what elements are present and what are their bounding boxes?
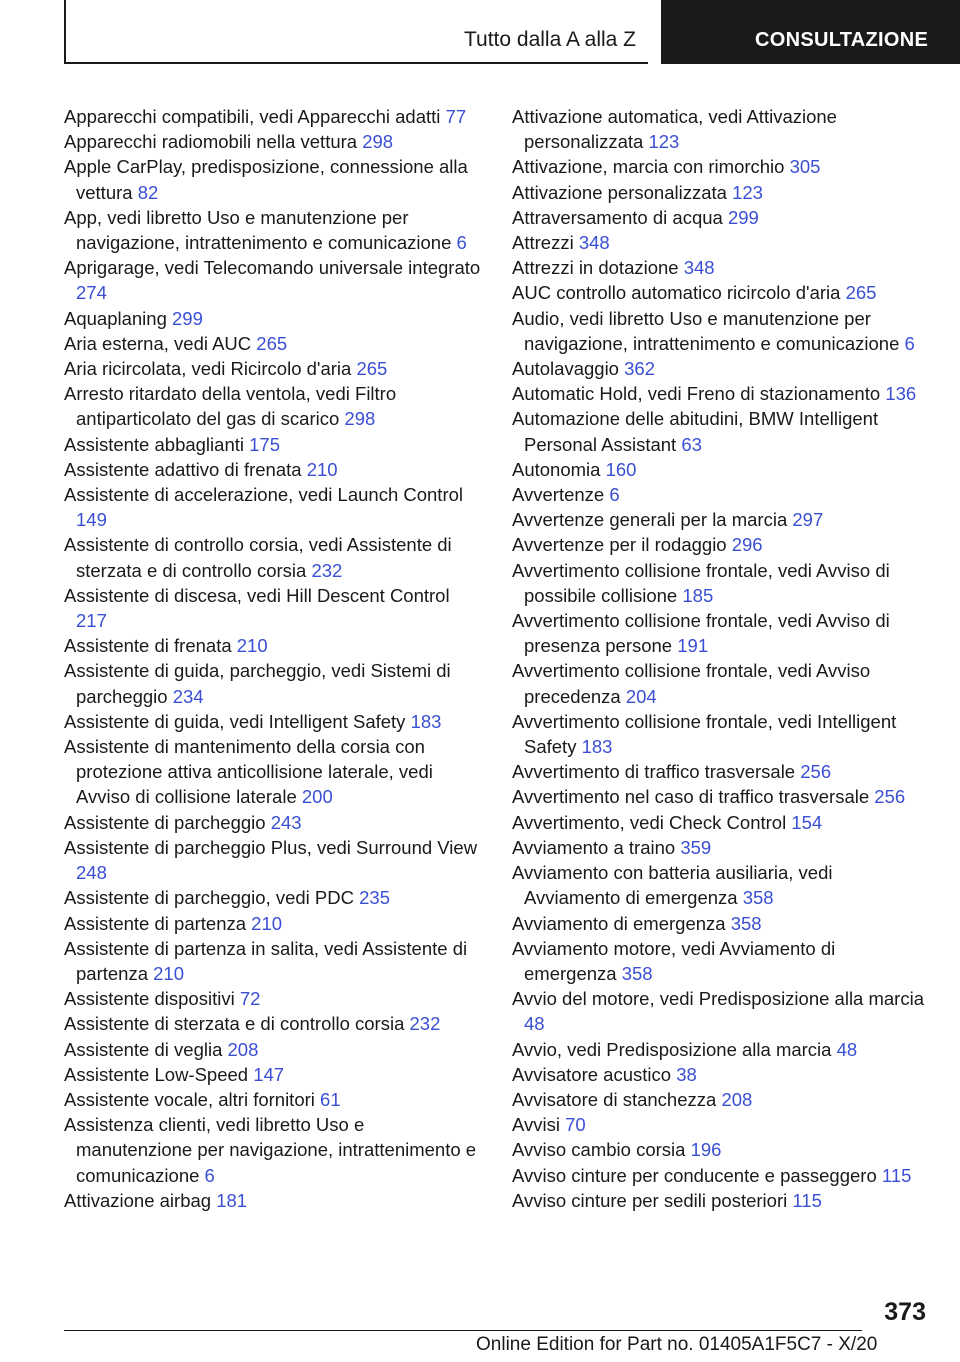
index-entry <box>64 709 484 734</box>
page-reference-link[interactable]: 217 <box>76 610 107 632</box>
index-entry-text: Aprigarage, vedi Telecomando universale integrato <box>64 257 481 279</box>
page-reference-link[interactable]: 348 <box>683 257 715 279</box>
index-entry <box>512 457 932 482</box>
index-entry <box>512 507 932 532</box>
page-reference-link[interactable]: 296 <box>731 534 763 556</box>
page-reference-link[interactable]: 6 <box>204 1164 215 1186</box>
index-entry-text: Apple CarPlay, predisposizione, connessione alla vettura <box>64 156 468 203</box>
index-entry <box>64 104 484 129</box>
page-reference-link[interactable]: 204 <box>625 685 657 707</box>
index-entry-text: Assistente di veglia <box>64 1038 223 1060</box>
index-entry-text: Assistente di sterzata e di controllo corsia <box>64 1013 405 1035</box>
page-number: 373 <box>884 1298 926 1326</box>
index-entry <box>512 482 932 507</box>
page-reference-link[interactable]: 6 <box>904 332 915 354</box>
page-reference-link[interactable]: 181 <box>216 1189 248 1211</box>
index-entry-text: Apparecchi compatibili, vedi Apparecchi adatti <box>64 106 441 127</box>
index-entry <box>512 608 932 658</box>
index-entry <box>64 986 484 1011</box>
page-reference-link[interactable]: 234 <box>172 685 204 707</box>
index-entry <box>64 255 484 305</box>
page-reference-link[interactable]: 38 <box>676 1063 697 1085</box>
index-entry-text: Aquaplaning <box>64 307 167 329</box>
index-entry-text: Assistente di partenza in salita, vedi Assistente di partenza <box>64 937 468 984</box>
page-reference-link[interactable]: 235 <box>359 887 390 909</box>
index-column-left <box>64 104 484 1213</box>
index-entry-text: Attivazione personalizzata <box>512 181 727 203</box>
page-reference-link[interactable]: 191 <box>677 635 709 657</box>
index-entry-text: Avviamento di emergenza <box>512 912 726 934</box>
index-entry-text: Assistente di parcheggio <box>64 811 266 833</box>
index-entry-text: AUC controllo automatico ricircolo d'aria <box>512 282 841 304</box>
index-entry-text: Avvertimento di traffico trasversale <box>512 761 796 783</box>
page-reference-link[interactable]: 274 <box>76 282 107 304</box>
index-entry-text: Avviamento con batteria ausiliaria, vedi Avviamento di emergenza <box>512 862 833 909</box>
index-entry <box>512 1062 932 1087</box>
page-reference-link[interactable]: 298 <box>344 408 376 430</box>
index-entry <box>512 230 932 255</box>
index-entry-text: Arresto ritardato della ventola, vedi Filtro antiparticolato del gas di scarico <box>64 383 397 430</box>
index-entry <box>512 784 932 809</box>
index-entry-text: Audio, vedi libretto Uso e manutenzione per navigazione, intrattenimento e comunicazione <box>512 307 900 354</box>
index-entry <box>64 1087 484 1112</box>
page-reference-link[interactable]: 210 <box>306 458 338 480</box>
page-reference-link[interactable]: 299 <box>727 206 759 228</box>
index-entry-text: Avviso cambio corsia <box>512 1139 686 1161</box>
index-entry <box>512 658 932 708</box>
index-entry <box>512 1037 932 1062</box>
page-reference-link[interactable]: 61 <box>320 1088 341 1110</box>
index-entry <box>512 280 932 305</box>
index-entry-text: Assistente di partenza <box>64 912 247 934</box>
page-reference-link[interactable]: 232 <box>311 559 343 581</box>
page-reference-link[interactable]: 82 <box>137 181 159 203</box>
page-reference-link[interactable]: 243 <box>270 811 302 833</box>
index-entry <box>64 457 484 482</box>
page-reference-link[interactable]: 115 <box>792 1189 822 1211</box>
index-entry <box>512 835 932 860</box>
index-entry-text: Avvisi <box>512 1114 560 1136</box>
index-entry-text: Avvertimento collisione frontale, vedi Avviso di presenza persone <box>512 610 890 657</box>
index-entry <box>64 306 484 331</box>
page-reference-link[interactable]: 297 <box>792 509 824 531</box>
index-entry <box>512 180 932 205</box>
page-reference-link[interactable]: 358 <box>730 912 762 934</box>
index-entry <box>512 356 932 381</box>
page-reference-link[interactable]: 200 <box>301 786 333 808</box>
index-entry <box>64 381 484 431</box>
index-entry <box>64 583 484 633</box>
index-entry-text: Apparecchi radiomobili nella vettura <box>64 131 358 153</box>
page-reference-link[interactable]: 147 <box>253 1063 285 1085</box>
page-reference-link[interactable]: 77 <box>445 106 467 127</box>
index-entry <box>512 406 932 456</box>
index-entry <box>512 986 932 1036</box>
page-reference-link[interactable]: 72 <box>239 988 261 1010</box>
index-entry-text: Attraversamento di acqua <box>512 206 723 228</box>
page-reference-link[interactable]: 63 <box>681 433 702 455</box>
page-reference-link[interactable]: 256 <box>874 786 906 808</box>
index-entry-text: Avvertenze generali per la marcia <box>512 509 788 531</box>
page-reference-link[interactable]: 183 <box>581 736 613 758</box>
index-entry-text: Attrezzi <box>512 232 574 254</box>
page-reference-link[interactable]: 175 <box>249 433 280 455</box>
page-reference-link[interactable]: 265 <box>845 282 877 304</box>
index-entry-text: Assistente di discesa, vedi Hill Descent Control <box>64 584 450 606</box>
index-entry-text: Attivazione airbag <box>64 1189 212 1211</box>
page-reference-link[interactable]: 154 <box>791 811 823 833</box>
index-entry <box>512 381 932 406</box>
index-entry <box>512 810 932 835</box>
index-entry-text: Avvertimento collisione frontale, vedi Avviso precedenza <box>512 660 871 707</box>
index-entry-text: Avvertimento, vedi Check Control <box>512 811 787 833</box>
index-entry <box>512 306 932 356</box>
index-entry <box>64 1062 484 1087</box>
page-reference-link[interactable]: 70 <box>565 1114 586 1136</box>
index-entry-text: Assistente abbaglianti <box>64 433 244 455</box>
page-reference-link[interactable]: 208 <box>721 1088 753 1110</box>
index-entry-text: Attivazione automatica, vedi Attivazione personalizzata <box>512 106 837 153</box>
index-column-right <box>512 104 932 1213</box>
page-reference-link[interactable]: 183 <box>410 710 442 732</box>
page-reference-link[interactable]: 358 <box>742 887 774 909</box>
index-entry-text: Aria esterna, vedi AUC <box>64 332 252 354</box>
index-entry <box>64 734 484 810</box>
index-entry <box>64 356 484 381</box>
page-reference-link[interactable]: 6 <box>609 484 620 506</box>
page-reference-link[interactable]: 208 <box>227 1038 259 1060</box>
index-entry-text: Assistente di frenata <box>64 635 232 657</box>
page-reference-link[interactable]: 359 <box>680 836 712 858</box>
index-entry-text: Assistente di mantenimento della corsia con protezione attiva anticollisione laterale, vedi Avviso di collisione laterale <box>64 736 433 808</box>
index-entry-text: Assistente vocale, altri fornitori <box>64 1088 315 1110</box>
footer-edition: Online Edition for Part no. 01405A1F5C7 - X/20 <box>476 1334 878 1355</box>
page-reference-link[interactable]: 160 <box>605 458 637 480</box>
index-entry <box>64 1188 484 1213</box>
index-entry-text: Assistente Low-Speed <box>64 1063 249 1085</box>
index-entry <box>64 1112 484 1188</box>
chapter-tab <box>661 0 960 64</box>
index-entry <box>512 104 932 154</box>
index-entry-text: Avvertenze <box>512 484 605 506</box>
index-entry <box>64 911 484 936</box>
page-reference-link[interactable]: 298 <box>362 131 394 153</box>
index-entry <box>512 532 932 557</box>
index-entry <box>64 432 484 457</box>
index-entry-text: Avvisatore acustico <box>512 1063 672 1085</box>
page-reference-link[interactable]: 123 <box>648 131 680 153</box>
index-entry-text: Avvio del motore, vedi Predisposizione alla marcia <box>512 988 924 1010</box>
page-reference-link[interactable]: 232 <box>409 1013 441 1035</box>
index-entry <box>512 911 932 936</box>
index-entry-text: Assistenza clienti, vedi libretto Uso e manutenzione per navigazione, intrattenimento e comunicazione <box>64 1114 477 1186</box>
index-entry <box>512 936 932 986</box>
header-section-box <box>64 0 648 64</box>
index-entry <box>512 759 932 784</box>
index-entry-text: Avvertenze per il rodaggio <box>512 534 727 556</box>
index-entry <box>64 1037 484 1062</box>
page-reference-link[interactable]: 305 <box>789 156 821 178</box>
index-entry <box>512 205 932 230</box>
chapter-title: CONSULTAZIONE <box>755 29 929 51</box>
index-entry <box>512 558 932 608</box>
index-entry-text: Attivazione, marcia con rimorchio <box>512 156 785 178</box>
index-entry <box>64 532 484 582</box>
index-entry <box>64 154 484 204</box>
index-entry-text: Avvertimento collisione frontale, vedi Intelligent Safety <box>512 710 897 758</box>
index-entry <box>64 835 484 885</box>
page-reference-link[interactable]: 6 <box>456 232 467 254</box>
footer-divider <box>64 1330 862 1331</box>
index-entry-text: Assistente di parcheggio, vedi PDC <box>64 887 354 909</box>
page-reference-link[interactable]: 265 <box>356 358 388 380</box>
index-entry-text: Assistente di accelerazione, vedi Launch Control <box>64 484 464 506</box>
index-entry <box>512 1087 932 1112</box>
index-entry-text: Avviamento a traino <box>512 836 676 858</box>
index-entry-text: Assistente di parcheggio Plus, vedi Surround View <box>64 836 478 858</box>
page-reference-link[interactable]: 185 <box>682 584 714 606</box>
index-entry-text: App, vedi libretto Uso e manutenzione per navigazione, intrattenimento e comunicazione <box>64 206 452 254</box>
index-entry-text: Automazione delle abitudini, BMW Intelligent Personal Assistant <box>512 408 879 455</box>
index-entry-text: Assistente di guida, parcheggio, vedi Sistemi di parcheggio <box>64 660 451 707</box>
index-entry <box>64 129 484 154</box>
index-entry <box>512 1163 932 1188</box>
page-reference-link[interactable]: 362 <box>624 358 655 380</box>
page-reference-link[interactable]: 115 <box>881 1164 912 1186</box>
page-reference-link[interactable]: 48 <box>836 1038 858 1060</box>
index-entry <box>64 1011 484 1036</box>
index-entry <box>64 205 484 255</box>
index-entry <box>512 860 932 910</box>
index-entry <box>64 810 484 835</box>
page-reference-link[interactable]: 210 <box>153 962 185 984</box>
page-reference-link[interactable]: 348 <box>578 232 610 254</box>
index-entry-text: Autolavaggio <box>512 358 619 380</box>
index-entry-text: Attrezzi in dotazione <box>512 257 679 279</box>
index-entry <box>512 1188 932 1213</box>
index-entry-text: Avviso cinture per sedili posteriori <box>512 1189 788 1211</box>
index-entry-text: Avvisatore di stanchezza <box>512 1088 717 1110</box>
index-entry-text: Avviso cinture per conducente e passeggero <box>512 1164 877 1186</box>
index-entry-text: Autonomia <box>512 458 601 480</box>
page-reference-link[interactable]: 210 <box>236 635 268 657</box>
page-reference-link[interactable]: 48 <box>524 1013 545 1035</box>
index-entry-text: Assistente dispositivi <box>64 988 235 1010</box>
page-reference-link[interactable]: 136 <box>885 383 917 405</box>
index-entry-text: Assistente di guida, vedi Intelligent Safety <box>64 710 406 732</box>
page-reference-link[interactable]: 210 <box>251 912 283 934</box>
index-entry-text: Avvertimento nel caso di traffico trasversale <box>512 786 870 808</box>
index-entry-text: Aria ricircolata, vedi Ricircolo d'aria <box>64 358 352 380</box>
index-entry-text: Avviamento motore, vedi Avviamento di emergenza <box>512 937 836 984</box>
index-entry <box>512 1137 932 1162</box>
index-entry <box>64 633 484 658</box>
index-entry-text: Assistente adattivo di frenata <box>64 458 302 480</box>
page-reference-link[interactable]: 123 <box>732 181 763 203</box>
index-entry-text: Avvio, vedi Predisposizione alla marcia <box>512 1038 832 1060</box>
index-entry <box>512 709 932 759</box>
index-entry <box>64 482 484 532</box>
page-reference-link[interactable]: 299 <box>172 307 203 329</box>
index-entry <box>512 1112 932 1137</box>
index-entry-text: Automatic Hold, vedi Freno di stazionamento <box>512 383 881 405</box>
page-reference-link[interactable]: 358 <box>621 962 653 984</box>
index-entry <box>64 658 484 708</box>
page-reference-link[interactable]: 256 <box>800 761 832 783</box>
page-reference-link[interactable]: 248 <box>76 862 107 884</box>
section-title: Tutto dalla A alla Z <box>464 28 636 51</box>
index-entry <box>512 154 932 179</box>
index-entry <box>512 255 932 280</box>
page-reference-link[interactable]: 149 <box>76 509 107 531</box>
index-entry <box>64 885 484 910</box>
index-entry-text: Avvertimento collisione frontale, vedi Avviso di possibile collisione <box>512 559 890 606</box>
index-entry <box>64 331 484 356</box>
index-entry-text: Assistente di controllo corsia, vedi Assistente di sterzata e di controllo corsia <box>64 534 452 581</box>
index-entry <box>64 936 484 986</box>
page-reference-link[interactable]: 196 <box>690 1139 722 1161</box>
page-reference-link[interactable]: 265 <box>256 332 288 354</box>
